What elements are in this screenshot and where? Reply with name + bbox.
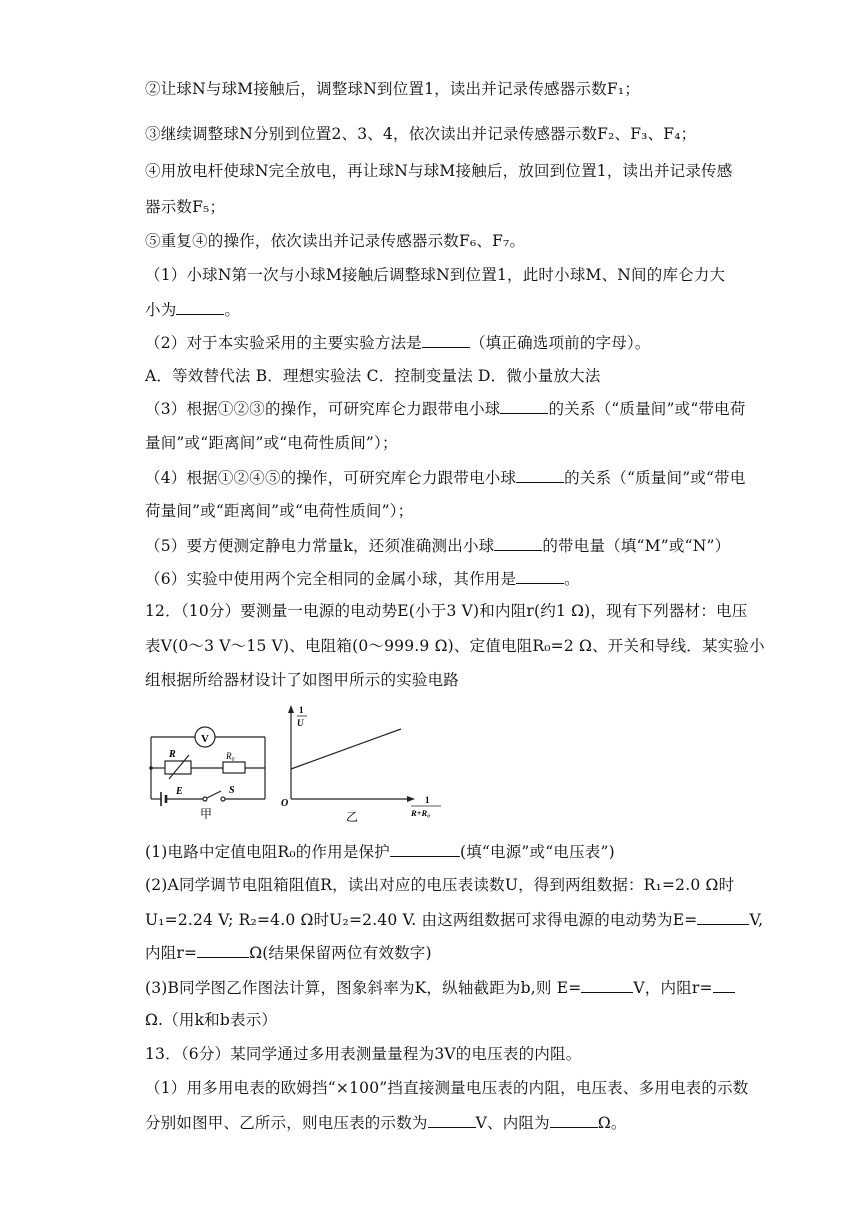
q3-line2: 量间”或“距离间”或“电荷性质间”）； xyxy=(145,434,398,452)
q3-text: （3）根据①②③的操作，可研究库仑力跟带电小球 xyxy=(145,400,501,418)
p12-q2-unit: V, xyxy=(749,911,764,929)
answer-blank[interactable] xyxy=(494,534,542,551)
q5-end: 的带电量（填“M”或“N”） xyxy=(542,537,731,555)
q6-end: 。 xyxy=(564,570,580,588)
p12-q1-end: (填“电源”或“电压表”) xyxy=(459,843,615,861)
p12-q1 xyxy=(145,840,615,863)
q4-text: （4）根据①②④⑤的操作，可研究库仑力跟带电小球 xyxy=(145,469,517,487)
step-3: ③继续调整球N分别到位置2、3、4，依次读出并记录传感器示数F₂、F₃、F₄； xyxy=(145,125,697,143)
graph-yi xyxy=(281,705,441,824)
voltmeter-label: V xyxy=(201,733,209,745)
q1-text: 小为 xyxy=(145,301,177,319)
y-axis-denominator: U xyxy=(297,718,304,728)
answer-blank[interactable] xyxy=(581,976,633,993)
y-axis-numerator: 1 xyxy=(299,705,304,715)
q4-line2: 荷量间”或“距离间”或“电荷性质间”）； xyxy=(145,502,414,520)
step-4-line2: 器示数F₅； xyxy=(145,198,226,216)
q4-line1 xyxy=(145,466,746,489)
q4-end: 的关系（“质量间”或“带电 xyxy=(564,469,746,487)
answer-blank[interactable] xyxy=(550,1111,598,1128)
p12-line3: 组根据所给器材设计了如图甲所示的实验电路 xyxy=(145,671,460,689)
p12-q2-line1: (2)A同学调节电阻箱阻值R，读出对应的电压表读数U，得到两组数据：R₁=2.0 Ω时 xyxy=(145,876,735,894)
q2-options: A．等效替代法 B．理想实验法 C．控制变量法 D．微小量放大法 xyxy=(145,367,601,385)
resistor-icon xyxy=(223,762,245,773)
p13-mid: V、内阻为 xyxy=(475,1114,550,1132)
resistor-label: R₀ xyxy=(226,751,235,761)
p12-line1: 12．（10分）要测量一电源的电动势E(小于3 V)和内阻r(约1 Ω)，现有下列器材：电压 xyxy=(145,602,748,620)
q1-line2 xyxy=(145,298,240,321)
q3-line1 xyxy=(145,397,746,420)
rheostat-label: R xyxy=(169,749,176,760)
p12-q3-mid: V，内阻r= xyxy=(633,979,713,997)
q5-text: （5）要方便测定静电力常量k，还须准确测出小球 xyxy=(145,537,495,555)
answer-blank[interactable] xyxy=(390,840,460,857)
step-4-line1: ④用放电杆使球N完全放电，再让球N与球M接触后，放回到位置1，读出并记录传感 xyxy=(145,162,733,180)
x-axis-denominator: R+R₀ xyxy=(411,808,431,818)
answer-blank[interactable] xyxy=(176,298,224,315)
circuit-and-graph-figure xyxy=(143,703,443,825)
figure-label-yi: 乙 xyxy=(346,810,359,824)
q2-line xyxy=(145,331,651,354)
q6-text: （6）实验中使用两个完全相同的金属小球，其作用是 xyxy=(145,570,517,588)
p12-q2-line2 xyxy=(145,908,763,931)
q3-end: 的关系（“质量间”或“带电荷 xyxy=(548,400,746,418)
q1-line1: （1）小球N第一次与小球M接触后调整球N到位置1，此时小球M、N间的库仑力大 xyxy=(145,266,726,284)
y-axis-arrow-icon xyxy=(288,705,294,713)
p12-q3-line1 xyxy=(145,976,735,999)
p12-q2-r-end: Ω(结果保留两位有效数字) xyxy=(249,944,432,962)
p12-q2-text: U₁=2.24 V; R₂=4.0 Ω时U₂=2.40 V. 由这两组数据可求得电源的电动势为E= xyxy=(145,911,698,929)
figure-label-jia: 甲 xyxy=(200,807,213,821)
p13-line3 xyxy=(145,1111,627,1134)
switch-label: S xyxy=(229,785,235,796)
step-5: ⑤重复④的操作，依次读出并记录传感器示数F₆、F₇。 xyxy=(145,232,526,250)
p13-line2: （1）用多用电表的欧姆挡“×100”挡直接测量电压表的内阻，电压表、多用电表的示数 xyxy=(145,1079,749,1097)
answer-blank[interactable] xyxy=(516,567,564,584)
p13-text: 分别如图甲、乙所示，则电压表的示数为 xyxy=(145,1114,428,1132)
emf-label: E xyxy=(176,786,183,797)
p12-q2-r-text: 内阻r= xyxy=(145,944,198,962)
answer-blank[interactable] xyxy=(197,941,249,958)
q2-end: （填正确选项前的字母）。 xyxy=(469,334,651,352)
p12-q2-line3 xyxy=(145,941,432,964)
step-2: ②让球N与球M接触后，调整球N到位置1，读出并记录传感器示数F₁； xyxy=(145,80,640,98)
figure-svg xyxy=(143,703,443,825)
p13-end: Ω。 xyxy=(597,1114,627,1132)
p12-q3-line2: Ω.（用k和b表示） xyxy=(145,1011,278,1029)
p13-line1: 13．（6分）某同学通过多用表测量量程为3V的电压表的内阻。 xyxy=(145,1045,582,1063)
answer-blank[interactable] xyxy=(428,1111,476,1128)
answer-blank[interactable] xyxy=(516,466,564,483)
p12-line2: 表V(0～3 V～15 V)、电阻箱(0～999.9 Ω)、定值电阻R₀=2 Ω、开关和导线．某实验小 xyxy=(145,637,765,655)
p12-q1-text: (1)电路中定值电阻R₀的作用是保护 xyxy=(145,843,390,861)
x-axis-arrow-icon xyxy=(407,796,415,802)
switch-icon xyxy=(207,791,221,798)
graph-line xyxy=(291,729,401,769)
answer-blank[interactable] xyxy=(697,908,749,925)
q1-end: 。 xyxy=(224,301,241,319)
q5-line xyxy=(145,534,730,557)
answer-blank[interactable] xyxy=(713,976,735,993)
q6-line xyxy=(145,567,580,590)
answer-blank[interactable] xyxy=(500,397,548,414)
answer-blank[interactable] xyxy=(422,331,470,348)
q2-text: （2）对于本实验采用的主要实验方法是 xyxy=(145,334,422,352)
p12-q3-text: (3)B同学图乙作图法计算，图象斜率为K，纵轴截距为b,则 E= xyxy=(145,979,582,997)
x-axis-numerator: 1 xyxy=(425,795,430,805)
origin-label: O xyxy=(281,798,289,809)
